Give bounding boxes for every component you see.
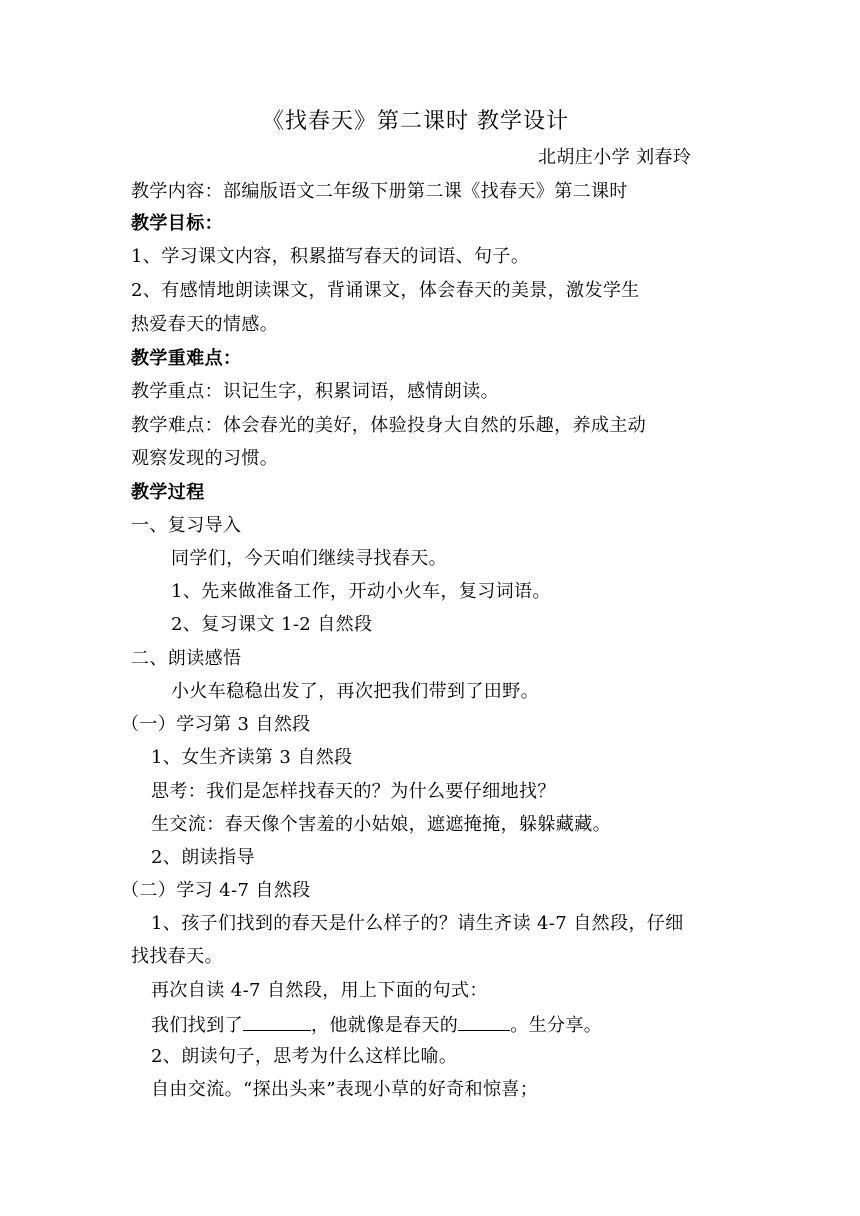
part1-step2: 2、复习课文 1-2 自然段 (171, 614, 373, 635)
sentence-pattern-part-c: 。生分享。 (510, 1015, 603, 1036)
sentence-pattern (151, 1012, 602, 1038)
teaching-content: 教学内容：部编版语文二年级下册第二课《找春天》第二课时 (131, 181, 628, 202)
section2-heading: （二）学习 4-7 自然段 (121, 880, 311, 901)
part1-intro: 同学们，今天咱们继续寻找春天。 (171, 548, 447, 569)
part1-heading: 一、复习导入 (131, 515, 242, 536)
author-line: 北胡庄小学 刘春玲 (538, 147, 692, 168)
part1-step1: 1、先来做准备工作，开动小火车，复习词语。 (171, 581, 551, 602)
section2-discussion: 自由交流。“探出头来”表现小草的好奇和惊喜； (151, 1079, 539, 1100)
section2-reread: 再次自读 4-7 自然段，用上下面的句式： (151, 980, 488, 1001)
section2-step2: 2、朗读句子，思考为什么这样比喻。 (151, 1046, 458, 1067)
section1-step2: 2、朗读指导 (151, 847, 255, 868)
teaching-difficulty-cont: 观察发现的习惯。 (131, 448, 279, 469)
document-title: 《找春天》第二课时 教学设计 (262, 109, 569, 134)
sentence-pattern-part-b: ，他就像是春天的 (311, 1015, 459, 1036)
section2-step1: 1、孩子们找到的春天是什么样子的？请生齐读 4-7 自然段，仔细 (151, 913, 684, 934)
section1-think: 思考：我们是怎样找春天的？为什么要仔细地找？ (151, 781, 556, 802)
section2-step1-cont: 找找春天。 (131, 946, 223, 967)
objective-item-1: 1、学习课文内容，积累描写春天的词语、句子。 (131, 246, 530, 267)
fill-blank-1 (243, 1012, 311, 1031)
part2-heading: 二、朗读感悟 (131, 648, 242, 669)
part2-intro: 小火车稳稳出发了，再次把我们带到了田野。 (171, 681, 539, 702)
section1-heading: （一）学习第 3 自然段 (121, 714, 311, 735)
objective-item-2: 2、有感情地朗读课文，背诵课文，体会春天的美景，激发学生 (131, 280, 640, 301)
sentence-pattern-part-a: 我们找到了 (151, 1015, 243, 1036)
fill-blank-2 (458, 1012, 510, 1031)
teaching-focus: 教学重点：识记生字，积累词语，感情朗读。 (131, 381, 499, 402)
process-heading: 教学过程 (131, 482, 205, 503)
key-points-heading: 教学重难点： (131, 348, 242, 369)
section1-step1: 1、女生齐读第 3 自然段 (151, 747, 353, 768)
section1-exchange: 生交流：春天像个害羞的小姑娘，遮遮掩掩，躲躲藏藏。 (151, 814, 611, 835)
objective-item-2-cont: 热爱春天的情感。 (131, 314, 279, 335)
teaching-difficulty: 教学难点：体会春光的美好，体验投身大自然的乐趣，养成主动 (131, 415, 647, 436)
objectives-heading: 教学目标： (131, 213, 223, 234)
